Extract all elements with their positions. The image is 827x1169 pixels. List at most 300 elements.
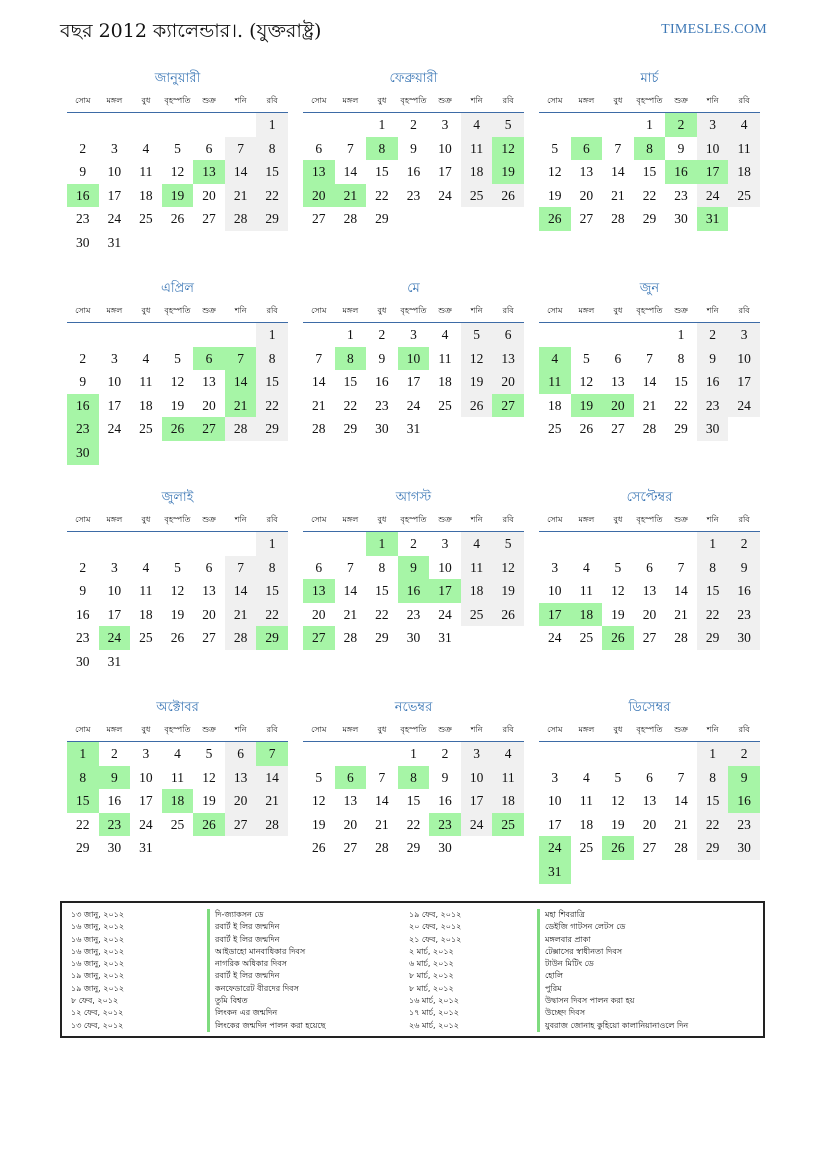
day-cell: 2 [410,536,417,551]
weekday-label: মঙ্গল [578,725,595,734]
weekday-label: শুক্র [438,515,452,524]
day-cell: 24 [461,813,493,837]
day-cell: 29 [256,417,288,441]
day-cell: 8 [67,766,99,790]
weekday-label: শনি [234,515,247,524]
day-cell: 26 [539,207,571,231]
weekday-header [67,509,288,532]
legend-names-right [537,909,688,1032]
day-cell: 3 [728,323,760,347]
weekday-label: মঙ্গল [106,515,123,524]
day-cell: 14 [642,374,657,390]
day-cell: 11 [492,766,524,790]
day-cell: 28 [312,421,326,437]
weekday-label: বুধ [377,515,387,524]
weekday-label: শুক্র [674,725,688,734]
day-cell: 19 [611,606,625,622]
holiday-name: রবার্ট ই লির জন্মদিন [207,970,326,982]
day-cell: 2 [79,140,87,156]
day-cell: 5 [205,746,213,761]
weekday-label: রবি [738,515,750,524]
day-cell: 12 [611,583,625,599]
day-grid [539,113,760,231]
day-cell: 10 [107,583,122,599]
empty-cell [303,323,335,347]
day-cell: 23 [76,630,90,646]
empty-cell [665,742,697,766]
weekday-label: সোম [75,96,91,105]
day-cell: 1 [697,742,729,766]
day-cell: 1 [346,327,354,342]
day-cell: 13 [343,793,358,809]
empty-cell [67,113,99,137]
day-cell: 12 [202,769,216,785]
weekday-label: সোম [311,306,327,315]
month-name: নভেম্বর [394,700,433,715]
day-cell: 28 [611,211,625,227]
day-cell: 26 [492,603,524,627]
day-cell: 16 [375,374,389,390]
day-cell: 10 [438,559,452,575]
day-cell: 24 [406,397,421,413]
day-cell: 24 [99,626,131,650]
empty-cell [634,742,666,766]
day-grid [303,323,524,441]
day-cell: 16 [67,394,99,418]
day-cell: 5 [492,532,524,556]
day-cell: 4 [461,532,493,556]
holiday-date: ৬ মার্চ, ২০১২ [409,959,454,969]
day-cell: 17 [406,374,421,390]
day-cell: 1 [646,117,653,132]
day-cell: 25 [438,397,452,413]
day-cell: 13 [303,579,335,603]
day-grid [67,742,288,860]
day-cell: 5 [174,140,181,156]
holiday-date: ১৯ জানু, ২০১২ [71,983,125,993]
day-cell: 11 [728,137,760,161]
day-cell: 23 [674,187,688,203]
day-cell: 24 [438,187,452,203]
day-cell: 30 [67,441,99,465]
day-cell: 1 [256,113,288,137]
holiday-name: ডেইজি গাটসন লেটস ডে [537,921,688,933]
month-block [303,68,524,231]
day-cell: 25 [461,184,493,208]
weekday-label: বুধ [613,306,623,315]
day-cell: 17 [548,816,562,832]
day-cell: 14 [225,370,257,394]
day-cell: 13 [193,160,225,184]
day-cell: 19 [492,160,524,184]
weekday-header [67,90,288,113]
day-cell: 20 [202,606,216,622]
day-cell: 5 [174,559,181,575]
weekday-label: বৃহস্পতি [400,515,427,524]
month-block [303,487,524,650]
holiday-date: ৮ ফেব, ২০১২ [71,996,119,1006]
weekday-label: শনি [234,306,247,315]
holiday-date: ১৯ জানু, ২০১২ [71,971,125,981]
holiday-name: টাউন মিটিং ডে [537,958,688,970]
day-cell: 21 [343,606,358,622]
holiday-name: রবার্ট ই লির জন্মদিন [207,934,326,946]
day-cell: 5 [551,140,559,156]
day-cell: 3 [551,769,559,785]
weekday-label: বুধ [141,96,151,105]
day-cell: 8 [366,137,398,161]
holiday-date: ১৩ ফেব, ২০১২ [71,1020,124,1030]
day-cell: 13 [303,160,335,184]
day-cell: 12 [548,164,562,180]
day-cell: 11 [438,350,452,366]
day-cell: 18 [139,187,153,203]
day-cell: 4 [142,140,150,156]
day-cell: 12 [170,164,185,180]
weekday-label: শুক্র [202,725,216,734]
day-cell: 11 [139,583,153,599]
day-cell: 30 [697,417,729,441]
day-cell: 4 [728,113,760,137]
month-name: জুলাই [161,490,194,505]
day-cell: 25 [139,421,153,437]
day-cell: 27 [642,840,657,856]
month-block [67,697,288,860]
day-cell: 12 [492,137,524,161]
day-cell: 16 [398,579,430,603]
weekday-label: মঙ্গল [106,725,123,734]
day-cell: 8 [378,559,386,575]
weekday-label: শুক্র [674,96,688,105]
weekday-label: বুধ [141,306,151,315]
month-block [67,487,288,674]
day-cell: 3 [441,536,449,551]
weekday-label: সোম [75,515,91,524]
day-cell: 22 [697,603,729,627]
weekday-label: শুক্র [438,306,452,315]
day-cell: 21 [256,789,288,813]
day-cell: 4 [461,113,493,137]
empty-cell [335,532,367,556]
day-cell: 15 [256,160,288,184]
day-cell: 30 [674,211,688,227]
day-cell: 10 [398,347,430,371]
empty-cell [571,113,603,137]
month-name: জুন [639,281,660,296]
day-cell: 21 [611,187,625,203]
day-cell: 7 [225,556,257,580]
empty-cell [225,323,257,347]
day-cell: 5 [614,769,622,785]
day-grid [539,532,760,650]
day-cell: 7 [646,350,653,366]
day-cell: 12 [579,374,594,390]
day-cell: 30 [107,840,122,856]
empty-cell [602,742,634,766]
empty-cell [571,532,603,556]
weekday-label: মঙ্গল [106,306,123,315]
day-cell: 19 [548,187,562,203]
weekday-label: শনি [470,96,483,105]
weekday-label: বুধ [613,515,623,524]
weekday-header [303,300,524,323]
month-block [67,278,288,465]
day-grid [67,113,288,255]
day-cell: 26 [602,836,634,860]
holiday-name: পুরিম [537,983,688,995]
weekday-label: বুধ [141,515,151,524]
holiday-name: নাগরিক অধিকার দিবস [207,958,326,970]
holiday-name: লিংকন এর জন্মদিন [207,1007,326,1019]
weekday-label: শনি [470,725,483,734]
day-cell: 23 [429,813,461,837]
empty-cell [99,532,131,556]
day-cell: 2 [665,113,697,137]
day-cell: 19 [571,394,603,418]
day-cell: 21 [375,816,389,832]
weekday-label: বৃহস্পতি [636,725,663,734]
holiday-name: যুবরাজ জোনাহ কুহিয়ো কালানিয়ানাওলে দিন [537,1020,688,1032]
weekday-label: সোম [547,306,563,315]
day-cell: 9 [99,766,131,790]
day-cell: 3 [697,113,729,137]
day-cell: 7 [346,559,354,575]
day-cell: 26 [312,840,326,856]
empty-cell [539,113,571,137]
weekday-label: রবি [738,725,750,734]
day-cell: 27 [611,421,625,437]
day-cell: 10 [461,766,493,790]
empty-cell [130,113,162,137]
day-cell: 30 [728,626,760,650]
day-cell: 27 [202,630,216,646]
day-cell: 16 [728,579,760,603]
day-cell: 13 [225,766,257,790]
weekday-label: মঙ্গল [342,306,359,315]
day-cell: 9 [677,140,685,156]
day-cell: 13 [202,583,216,599]
weekday-header [303,90,524,113]
weekday-label: বৃহস্পতি [400,725,427,734]
day-cell: 27 [225,813,257,837]
day-cell: 1 [697,532,729,556]
site-brand[interactable]: TIMESLES.COM [661,22,767,37]
weekday-label: বৃহস্পতি [164,96,191,105]
weekday-label: মঙ্গল [342,96,359,105]
weekday-label: শনি [234,96,247,105]
day-cell: 2 [79,350,87,366]
day-cell: 17 [107,187,122,203]
weekday-label: বৃহস্পতি [164,515,191,524]
weekday-label: মঙ্গল [342,725,359,734]
day-cell: 22 [375,187,389,203]
day-cell: 12 [461,347,493,371]
day-cell: 26 [602,626,634,650]
day-cell: 2 [410,117,417,132]
day-cell: 5 [174,350,181,366]
day-cell: 30 [728,836,760,860]
day-cell: 21 [335,184,367,208]
empty-cell [539,742,571,766]
day-cell: 14 [674,583,688,599]
holiday-date: ১৬ জানু, ২০১২ [71,934,125,944]
day-cell: 29 [256,626,288,650]
day-cell: 29 [697,836,729,860]
day-cell: 14 [611,164,625,180]
day-cell: 2 [79,559,87,575]
day-cell: 16 [406,164,421,180]
day-cell: 9 [728,766,760,790]
weekday-label: শুক্র [674,515,688,524]
month-name: আগস্ট [395,490,432,505]
day-cell: 28 [225,626,257,650]
day-cell: 17 [107,606,122,622]
day-cell: 4 [142,559,150,575]
day-cell: 10 [139,769,153,785]
empty-cell [225,532,257,556]
day-cell: 10 [548,583,562,599]
day-cell: 18 [162,789,194,813]
day-cell: 6 [646,559,653,575]
day-cell: 31 [107,653,122,669]
day-cell: 27 [193,417,225,441]
day-cell: 5 [582,350,590,366]
month-block [303,278,524,441]
empty-cell [193,113,225,137]
day-cell: 6 [571,137,603,161]
weekday-header [303,719,524,742]
day-cell: 21 [312,397,326,413]
weekday-header [67,719,288,742]
day-cell: 22 [256,603,288,627]
empty-cell [130,323,162,347]
page-title: বছর 2012 ক্যালেন্ডার।. (যুক্তরাষ্ট্র) [60,20,322,42]
day-cell: 13 [579,164,594,180]
day-cell: 18 [461,579,493,603]
day-cell: 20 [303,184,335,208]
weekday-label: শুক্র [202,306,216,315]
day-cell: 25 [728,184,760,208]
day-cell: 1 [378,117,386,132]
day-cell: 5 [614,559,622,575]
day-cell: 18 [579,816,594,832]
weekday-label: রবি [266,515,278,524]
day-grid [539,742,760,884]
day-cell: 17 [139,793,153,809]
day-grid [303,113,524,231]
weekday-label: শনি [706,96,719,105]
day-cell: 25 [139,630,153,646]
day-cell: 2 [728,742,760,766]
day-cell: 19 [170,397,185,413]
day-cell: 12 [312,793,326,809]
empty-cell [99,113,131,137]
day-cell: 19 [461,370,493,394]
day-cell: 18 [548,397,562,413]
day-cell: 1 [677,327,685,342]
day-cell: 26 [461,394,493,418]
day-cell: 21 [642,397,657,413]
day-cell: 17 [539,603,571,627]
day-cell: 27 [343,840,358,856]
day-cell: 15 [642,164,657,180]
day-grid [67,532,288,674]
day-cell: 4 [492,742,524,766]
empty-cell [303,532,335,556]
day-cell: 28 [343,211,358,227]
day-cell: 15 [406,793,421,809]
day-cell: 10 [107,374,122,390]
day-cell: 3 [110,350,118,366]
holiday-date: ২ মার্চ, ২০১২ [409,946,454,956]
day-cell: 8 [335,347,367,371]
empty-cell [162,323,194,347]
day-cell: 7 [378,769,386,785]
day-cell: 2 [697,323,729,347]
weekday-label: শুক্র [438,96,452,105]
day-cell: 25 [548,421,562,437]
empty-cell [99,323,131,347]
weekday-label: রবি [266,96,278,105]
day-cell: 30 [406,630,421,646]
day-cell: 22 [256,394,288,418]
day-cell: 22 [76,816,90,832]
day-cell: 19 [492,579,524,603]
holiday-name: হোলি [537,970,688,982]
empty-cell [571,323,603,347]
day-cell: 5 [461,323,493,347]
holiday-name: মহা শিবরাত্রি [537,909,688,921]
weekday-label: বৃহস্পতি [164,306,191,315]
day-cell: 10 [438,140,452,156]
weekday-label: রবি [502,96,514,105]
day-cell: 28 [375,840,389,856]
day-cell: 27 [303,626,335,650]
day-cell: 11 [139,374,153,390]
day-cell: 13 [642,793,657,809]
holiday-name: উদ্বাসন দিবস পালন করা হয় [537,995,688,1007]
weekday-label: শনি [470,515,483,524]
weekday-header [539,300,760,323]
day-cell: 14 [375,793,389,809]
day-cell: 31 [438,630,452,646]
day-cell: 20 [343,816,358,832]
day-cell: 7 [315,350,323,366]
day-cell: 19 [162,184,194,208]
day-cell: 27 [642,630,657,646]
day-cell: 16 [728,789,760,813]
day-cell: 29 [256,207,288,231]
day-cell: 11 [461,556,493,580]
holiday-date: ১৬ জানু, ২০১২ [71,959,125,969]
day-cell: 19 [611,816,625,832]
day-cell: 7 [225,137,257,161]
day-cell: 6 [315,140,323,156]
weekday-label: রবি [738,96,750,105]
day-cell: 16 [665,160,697,184]
day-cell: 19 [312,816,326,832]
day-cell: 21 [225,394,257,418]
weekday-label: সোম [547,725,563,734]
day-grid [539,323,760,441]
day-cell: 6 [335,766,367,790]
holiday-name: টেক্সাসের স্বাধীনতা দিবস [537,946,688,958]
day-cell: 15 [697,789,729,813]
empty-cell [335,742,367,766]
day-cell: 8 [697,766,729,790]
weekday-header [539,509,760,532]
day-cell: 28 [343,630,358,646]
